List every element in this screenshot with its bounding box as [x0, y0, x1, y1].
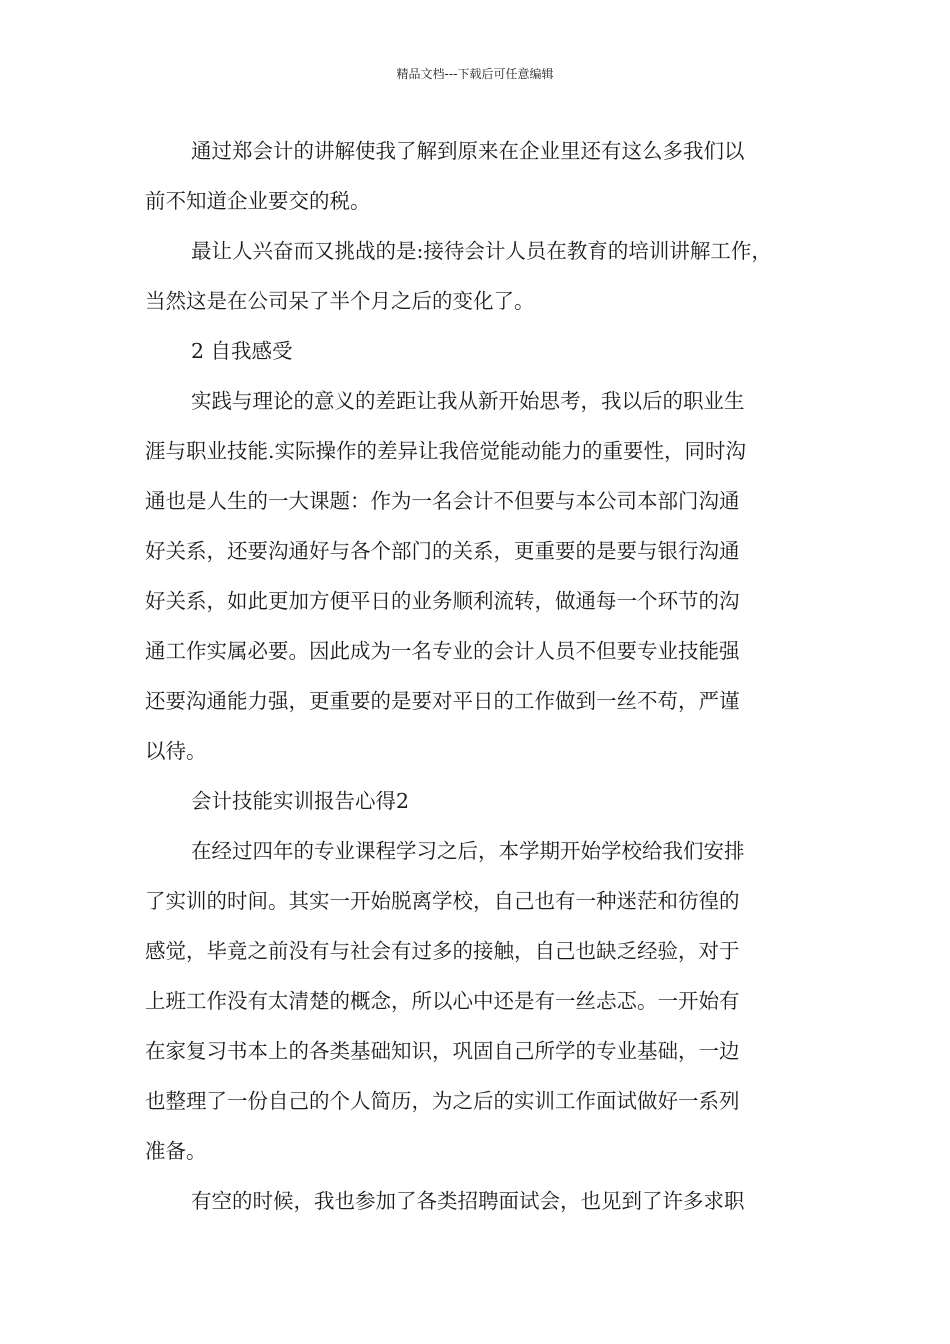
text-line: 最让人兴奋而又挑战的是:接待会计人员在教育的培训讲解工作，	[191, 239, 772, 263]
text-line: 上班工作没有太清楚的概念，所以心中还是有一丝忐忑。一开始有	[145, 989, 740, 1013]
text-line: 在家复习书本上的各类基础知识，巩固自己所学的专业基础，一边	[145, 1039, 740, 1063]
text-line: 也整理了一份自己的个人简历，为之后的实训工作面试做好一系列	[145, 1089, 740, 1113]
text-line: 实践与理论的意义的差距让我从新开始思考，我以后的职业生	[191, 389, 745, 413]
text-line: 好关系，还要沟通好与各个部门的关系，更重要的是要与银行沟通	[145, 539, 740, 563]
text-line: 有空的时候，我也参加了各类招聘面试会，也见到了许多求职	[191, 1189, 745, 1213]
text-line: 以待。	[145, 739, 207, 763]
document-body	[145, 126, 815, 1226]
text-line: 通也是人生的一大课题：作为一名会计不但要与本公司本部门沟通	[145, 489, 740, 513]
text-line: 准备。	[145, 1139, 207, 1163]
text-line: 涯与职业技能.实际操作的差异让我倍觉能动能力的重要性，同时沟	[145, 439, 747, 463]
text-line: 了实训的时间。其实一开始脱离学校，自己也有一种迷茫和彷徨的	[145, 889, 740, 913]
text-line: 在经过四年的专业课程学习之后，本学期开始学校给我们安排	[191, 839, 745, 863]
text-line: 当然这是在公司呆了半个月之后的变化了。	[145, 289, 535, 313]
text-line: 通工作实属必要。因此成为一名专业的会计人员不但要专业技能强	[145, 639, 740, 663]
section-heading: 2 自我感受	[191, 339, 293, 363]
text-line: 前不知道企业要交的税。	[145, 189, 371, 213]
text-line: 通过郑会计的讲解使我了解到原来在企业里还有这么多我们以	[191, 139, 745, 163]
text-line: 还要沟通能力强，更重要的是要对平日的工作做到一丝不苟，严谨	[145, 689, 740, 713]
page-header: 精品文档---下载后可任意编辑	[396, 67, 554, 81]
text-line: 好关系，如此更加方便平日的业务顺利流转，做通每一个环节的沟	[145, 589, 740, 613]
text-line: 感觉，毕竟之前没有与社会有过多的接触，自己也缺乏经验，对于	[145, 939, 740, 963]
section-heading: 会计技能实训报告心得2	[191, 789, 410, 813]
